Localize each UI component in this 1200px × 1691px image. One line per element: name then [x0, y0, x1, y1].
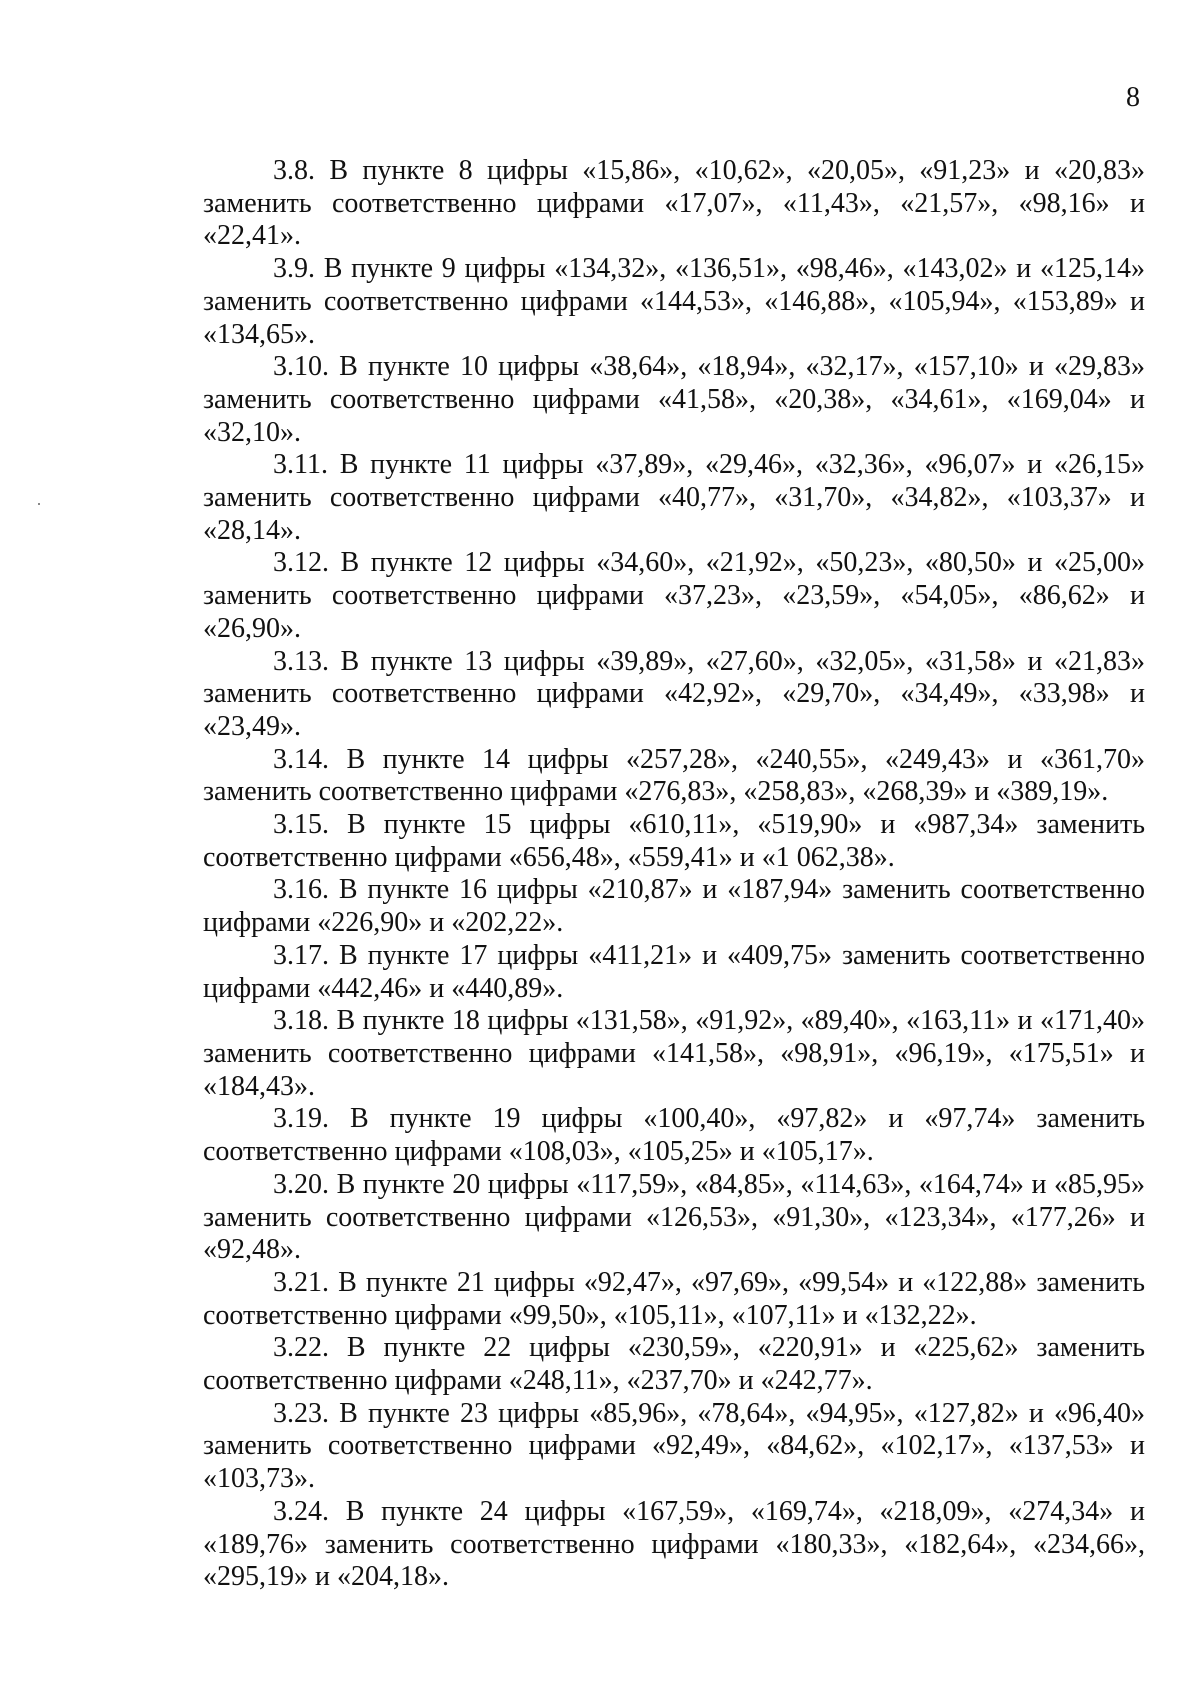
paragraph-3-22: 3.22. В пункте 22 цифры «230,59», «220,91» и «225,62» заменить соответственно цифрами «248,11», «237,70» и «242,77». — [203, 1332, 1145, 1397]
paragraph-3-13: 3.13. В пункте 13 цифры «39,89», «27,60», «32,05», «31,58» и «21,83» заменить соответственно цифрами «42,92», «29,70», «34,49», «33,98» и «23,49». — [203, 645, 1145, 742]
paragraph-3-12: 3.12. В пункте 12 цифры «34,60», «21,92», «50,23», «80,50» и «25,00» заменить соответственно цифрами «37,23», «23,59», «54,05», «86,62» и «26,90». — [203, 547, 1145, 644]
page-number: 8 — [1126, 82, 1140, 113]
paragraph-3-14: 3.14. В пункте 14 цифры «257,28», «240,55», «249,43» и «361,70» заменить соответственно цифрами «276,83», «258,83», «268,39» и «389,19». — [203, 743, 1145, 808]
paragraph-3-19: 3.19. В пункте 19 цифры «100,40», «97,82» и «97,74» заменить соответственно цифрами «108,03», «105,25» и «105,17». — [203, 1103, 1145, 1168]
paragraph-3-17: 3.17. В пункте 17 цифры «411,21» и «409,75» заменить соответственно цифрами «442,46» и «440,89». — [203, 939, 1145, 1004]
paragraph-3-21: 3.21. В пункте 21 цифры «92,47», «97,69», «99,54» и «122,88» заменить соответственно цифрами «99,50», «105,11», «107,11» и «132,22». — [203, 1266, 1145, 1331]
paragraph-3-8: 3.8. В пункте 8 цифры «15,86», «10,62», «20,05», «91,23» и «20,83» заменить соответственно цифрами «17,07», «11,43», «21,57», «98,16» и «22,41». — [203, 155, 1145, 252]
scan-speck — [38, 503, 40, 505]
paragraph-3-16: 3.16. В пункте 16 цифры «210,87» и «187,94» заменить соответственно цифрами «226,90» и «202,22». — [203, 874, 1145, 939]
paragraph-3-10: 3.10. В пункте 10 цифры «38,64», «18,94», «32,17», «157,10» и «29,83» заменить соответственно цифрами «41,58», «20,38», «34,61», «169,04» и «32,10». — [203, 351, 1145, 448]
paragraph-3-11: 3.11. В пункте 11 цифры «37,89», «29,46», «32,36», «96,07» и «26,15» заменить соответственно цифрами «40,77», «31,70», «34,82», «103,37» и «28,14». — [203, 449, 1145, 546]
paragraph-3-18: 3.18. В пункте 18 цифры «131,58», «91,92», «89,40», «163,11» и «171,40» заменить соответственно цифрами «141,58», «98,91», «96,19», «175,51» и «184,43». — [203, 1005, 1145, 1102]
paragraph-3-24: 3.24. В пункте 24 цифры «167,59», «169,74», «218,09», «274,34» и «189,76» заменить соответственно цифрами «180,33», «182,64», «234,66», «295,19» и «204,18». — [203, 1495, 1145, 1593]
document-body — [203, 155, 1145, 1594]
paragraph-3-20: 3.20. В пункте 20 цифры «117,59», «84,85», «114,63», «164,74» и «85,95» заменить соответственно цифрами «126,53», «91,30», «123,34», «177,26» и «92,48». — [203, 1168, 1145, 1266]
paragraph-3-23: 3.23. В пункте 23 цифры «85,96», «78,64», «94,95», «127,82» и «96,40» заменить соответственно цифрами «92,49», «84,62», «102,17», «137,53» и «103,73». — [203, 1397, 1145, 1495]
paragraph-3-15: 3.15. В пункте 15 цифры «610,11», «519,90» и «987,34» заменить соответственно цифрами «656,48», «559,41» и «1 062,38». — [203, 809, 1145, 873]
paragraph-3-9: 3.9. В пункте 9 цифры «134,32», «136,51», «98,46», «143,02» и «125,14» заменить соответственно цифрами «144,53», «146,88», «105,94», «153,89» и «134,65». — [203, 253, 1145, 350]
